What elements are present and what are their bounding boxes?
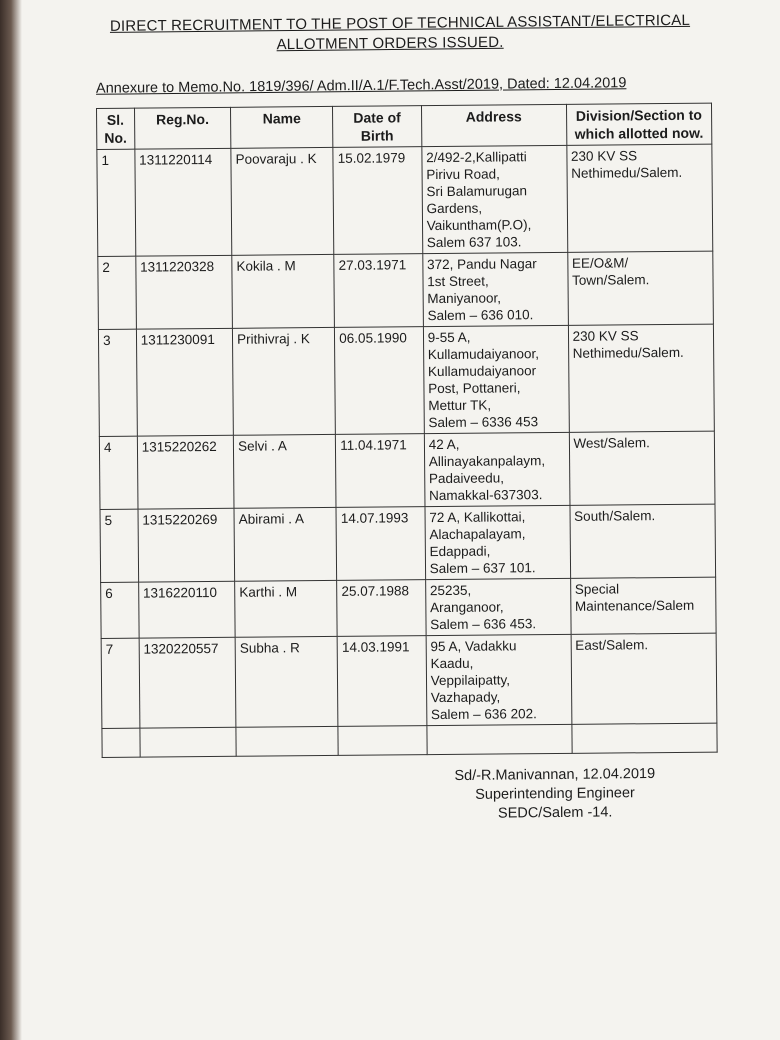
cell-division xyxy=(570,577,716,634)
address-line: 372, Pandu Nagar xyxy=(427,256,537,273)
cell-address xyxy=(425,505,570,579)
cell-reg-no: 1316220110 xyxy=(138,581,235,638)
address-line: 25235, xyxy=(429,582,472,599)
table-row xyxy=(100,504,716,582)
address-line: 95 A, Vadakku xyxy=(430,638,517,655)
cell-division xyxy=(569,431,715,505)
cell-address xyxy=(422,252,567,326)
address-line: Mettur TK, xyxy=(428,397,492,414)
table-row xyxy=(101,577,716,638)
cell-address xyxy=(424,432,569,506)
address-line: 42 A, xyxy=(428,436,460,453)
address-line: Kaadu, xyxy=(430,655,474,672)
cell-reg-no: 1311220114 xyxy=(135,148,232,256)
table-row xyxy=(101,633,717,728)
cell-dob: 25.07.1988 xyxy=(337,580,426,637)
cell-dob: 27.03.1971 xyxy=(334,254,423,328)
address-line: 9-55 A, xyxy=(427,329,471,346)
cell-address xyxy=(423,325,569,433)
cell-sl-no: 7 xyxy=(101,638,139,728)
annexure-reference: Annexure to Memo.No. 1819/396/ Adm.II/A.1/F.Tech.Asst/2019, Dated: 12.04.2019 xyxy=(95,75,627,97)
address-line: Alachapalayam, xyxy=(429,526,526,543)
address-line: Veppilaipatty, xyxy=(430,672,511,689)
signature-name-date: Sd/-R.Manivannan, 12.04.2019 xyxy=(454,765,656,785)
cell-division xyxy=(570,504,716,578)
address-line: Salem – 636 202. xyxy=(430,706,537,723)
address-line: Maniyanoor, xyxy=(427,290,501,307)
cell-sl-no: 4 xyxy=(99,436,137,509)
division-line: Maintenance/Salem xyxy=(574,597,695,614)
address-line: Kullamudaiyanoor xyxy=(427,363,537,380)
signature-block xyxy=(440,765,671,824)
cell-address xyxy=(422,145,568,253)
address-line: Vazhapady, xyxy=(430,689,501,706)
cell-sl-no: 6 xyxy=(101,582,139,638)
address-line: Allinayakanpalaym, xyxy=(428,453,546,470)
cell-name: Abirami . A xyxy=(234,507,337,581)
address-line: Sri Balamurugan xyxy=(426,183,528,200)
document-heading xyxy=(109,11,691,57)
table-row xyxy=(97,144,713,256)
address-line: Salem – 636 453. xyxy=(430,616,537,633)
blank-cell xyxy=(338,726,427,756)
cell-address xyxy=(425,578,570,635)
address-line: Salem – 637 101. xyxy=(429,560,536,577)
address-line: Pirivu Road, xyxy=(426,166,500,183)
division-line: South/Salem. xyxy=(574,508,656,524)
cell-dob: 14.07.1993 xyxy=(336,507,425,581)
cell-dob: 06.05.1990 xyxy=(335,327,424,435)
header-address-label: Address xyxy=(465,108,522,125)
cell-name: Prithivraj . K xyxy=(233,327,336,435)
address-line: Edappadi, xyxy=(429,543,491,560)
cell-reg-no: 1311220328 xyxy=(135,255,232,329)
cell-name: Karthi . M xyxy=(235,580,338,637)
blank-cell xyxy=(140,727,237,757)
header-division-label: Division/Section to which allotted now. xyxy=(574,106,704,142)
address-line: Post, Pottaneri, xyxy=(428,380,521,397)
heading-line-1: DIRECT RECRUITMENT TO THE POST OF TECHNICAL ASSISTANT/ELECTRICAL xyxy=(109,11,691,35)
cell-dob: 14.03.1991 xyxy=(337,636,426,727)
signature-designation: Superintending Engineer xyxy=(475,785,635,803)
allotment-table xyxy=(96,103,718,758)
header-address xyxy=(421,104,566,146)
cell-reg-no: 1311230091 xyxy=(136,328,233,436)
division-line: Special xyxy=(574,581,620,597)
header-division xyxy=(566,103,712,145)
header-sl-label: Sl. No. xyxy=(104,111,127,146)
table-row xyxy=(98,324,714,436)
cell-sl-no: 5 xyxy=(100,509,138,582)
division-line: East/Salem. xyxy=(575,637,649,653)
cell-sl-no: 1 xyxy=(97,149,136,256)
header-name xyxy=(231,106,334,148)
address-line: Salem – 636 010. xyxy=(427,307,534,324)
division-line: 230 KV SS xyxy=(572,328,639,344)
cell-reg-no: 1315220262 xyxy=(137,435,234,509)
address-line: Namakkal-637303. xyxy=(429,487,543,504)
header-name-label: Name xyxy=(262,110,301,127)
cell-dob: 15.02.1979 xyxy=(333,147,422,255)
table-blank-row xyxy=(102,723,717,757)
header-dob xyxy=(333,106,422,148)
cell-division xyxy=(571,633,717,724)
division-line: Nethimedu/Salem. xyxy=(571,164,683,181)
cell-name: Poovaraju . K xyxy=(231,147,334,255)
address-line: 1st Street, xyxy=(427,273,489,290)
cell-division xyxy=(566,144,712,252)
blank-cell xyxy=(427,724,572,754)
cell-reg-no: 1320220557 xyxy=(139,637,236,728)
cell-division xyxy=(567,251,713,325)
cell-reg-no: 1315220269 xyxy=(138,508,235,582)
address-line: Vaikuntham(P.O), xyxy=(426,217,532,234)
address-line: Kullamudaiyanoor, xyxy=(427,346,540,363)
division-line: EE/O&M/ xyxy=(571,255,629,271)
division-line: 230 KV SS xyxy=(570,148,638,164)
address-line: Salem 637 103. xyxy=(426,234,522,251)
header-reg-label: Reg.No. xyxy=(155,111,209,128)
blank-cell xyxy=(236,726,338,756)
address-line: Padaiveedu, xyxy=(428,470,505,487)
blank-cell xyxy=(102,728,140,757)
table-row xyxy=(98,251,714,329)
division-line: Town/Salem. xyxy=(572,272,650,288)
heading-line-2: ALLOTMENT ORDERS ISSUED. xyxy=(276,33,504,54)
cell-name: Subha . R xyxy=(235,636,338,727)
cell-name: Selvi . A xyxy=(233,434,336,508)
header-reg-no xyxy=(134,107,231,149)
cell-address xyxy=(426,634,572,725)
blank-cell xyxy=(571,723,717,753)
table-header-row xyxy=(97,103,712,149)
cell-dob: 11.04.1971 xyxy=(336,434,425,508)
cell-division xyxy=(568,324,714,432)
division-line: West/Salem. xyxy=(573,435,650,451)
address-line: Gardens, xyxy=(426,200,483,217)
address-line: Salem – 6336 453 xyxy=(428,414,539,431)
header-dob-label: Date of Birth xyxy=(353,109,401,144)
table-body xyxy=(97,144,717,757)
signature-office: SEDC/Salem -14. xyxy=(497,804,613,822)
division-line: Nethimedu/Salem. xyxy=(572,344,684,361)
address-line: Aranganoor, xyxy=(430,599,504,616)
header-sl-no xyxy=(97,108,135,149)
address-line: 72 A, Kallikottai, xyxy=(429,509,526,526)
cell-sl-no: 3 xyxy=(98,329,137,436)
cell-name: Kokila . M xyxy=(232,254,335,328)
cell-sl-no: 2 xyxy=(98,256,136,329)
table-row xyxy=(99,431,715,509)
address-line: 2/492-2,Kallipatti xyxy=(426,149,527,166)
